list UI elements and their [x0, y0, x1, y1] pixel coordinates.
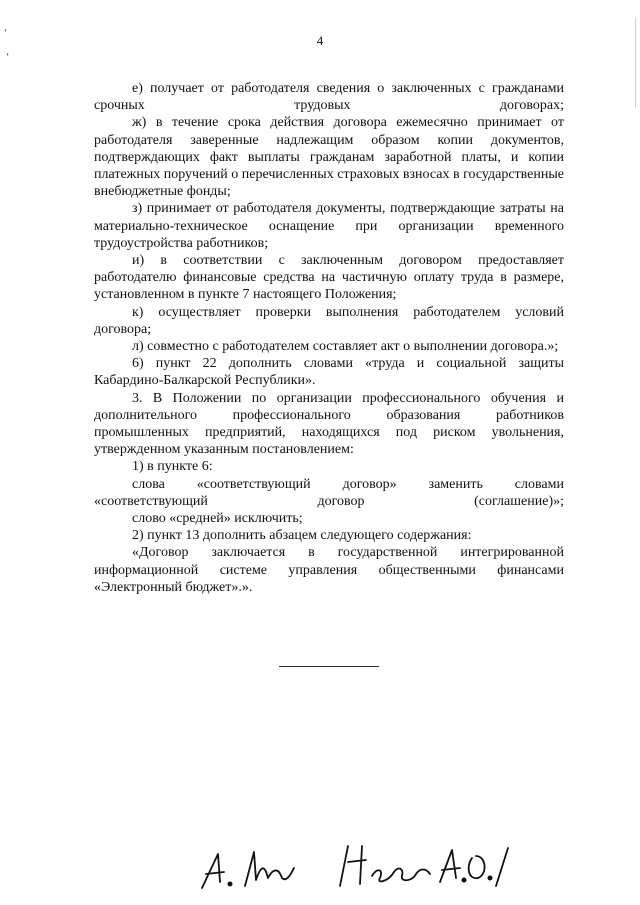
scan-mark: ʻ [6, 52, 10, 63]
paragraph-word-remove: слово «средней» исключить; [132, 511, 303, 527]
edge-line [635, 18, 636, 108]
paragraph-i: и) в соответствии с заключенным договором предоставляет работодателю финансовые средства на частичную оплату труда в размере, установленном в пункте 7 настоящего Положения; [94, 253, 564, 303]
paragraph-3-2: 2) пункт 13 дополнить абзацем следующего содержания: [132, 528, 472, 544]
paragraph-l: л) совместно с работодателем составляет акт о выполнении договора.»; [132, 339, 559, 355]
paragraph-words-replace: слова «соответствующий договор» заменить словами «соответствующий договор (соглашение)»; [94, 476, 564, 509]
paragraph-zh: ж) в течение срока действия договора ежемесячно принимает от работодателя заверенные надлежащим образом копии документов, подтверждающих факт выплаты гражданам заработной платы, и копии платежных поручений о перечисленных страховых взносах в государственные внебюджетные фонды; [94, 115, 564, 200]
document-body [94, 80, 564, 596]
scan-mark: ʻ [4, 28, 8, 39]
paragraph-e: е) получает от работодателя сведения о заключенных с гражданами срочных трудовых договорах; [94, 81, 564, 114]
paragraph-z: з) принимает от работодателя документы, подтверждающие затраты на материально-техническое оснащение при организации временного трудоустройства работников; [94, 201, 564, 251]
paragraph-3-1: 1) в пункте 6: [132, 459, 213, 475]
paragraph-6: 6) пункт 22 дополнить словами «труда и социальной защиты Кабардино-Балкарской Республики». [94, 356, 564, 389]
paragraph-3: 3. В Положении по организации профессионального обучения и дополнительного профессионального образования работников промышленных предприятий, находящихся под риском увольнения, утвержденном указанным постановлением: [94, 390, 564, 458]
signature-image [190, 832, 520, 892]
paragraph-k: к) осуществляет проверки выполнения работодателем условий договора; [94, 304, 564, 337]
signature [190, 832, 520, 892]
separator-line [279, 666, 379, 667]
page-number: 4 [316, 33, 324, 48]
paragraph-quote: «Договор заключается в государственной интегрированной информационной системе управления общественными финансами «Электронный бюджет».». [94, 545, 564, 595]
